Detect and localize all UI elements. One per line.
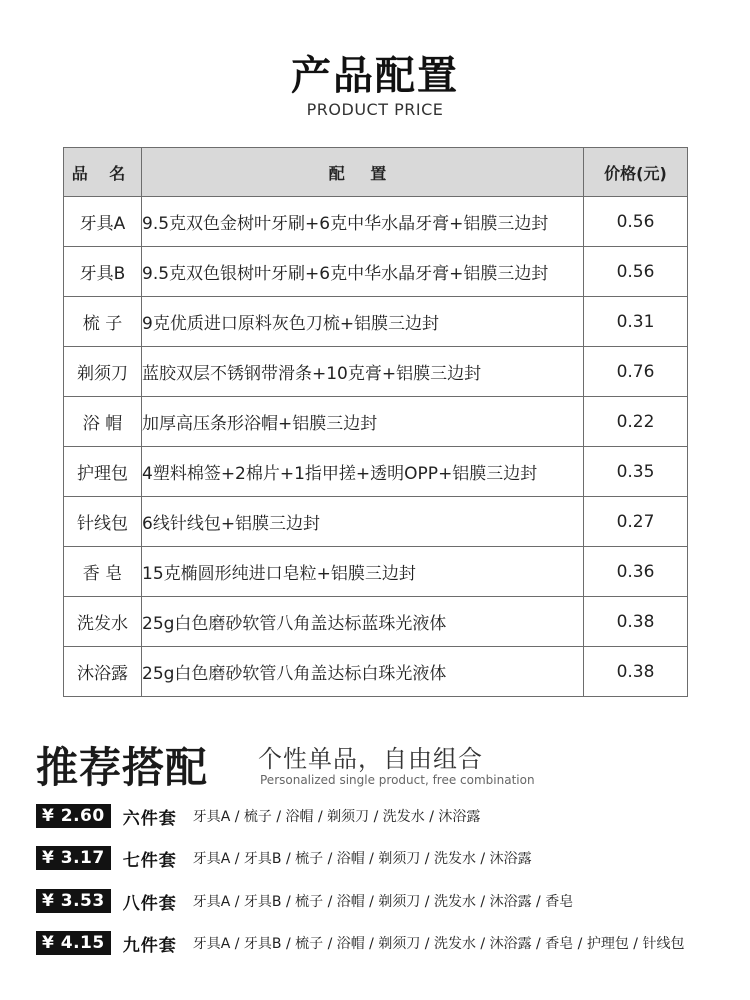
page-subtitle: PRODUCT PRICE (306, 100, 444, 119)
row-name: 梳 子 (64, 297, 142, 347)
row-price: 0.56 (584, 247, 688, 297)
package-item (36, 887, 573, 915)
header-config: 配 置 (142, 148, 584, 197)
table-row (64, 497, 688, 547)
header-name: 品 名 (64, 148, 142, 197)
row-price: 0.76 (584, 347, 688, 397)
row-price: 0.27 (584, 497, 688, 547)
row-price: 0.38 (584, 597, 688, 647)
table-row (64, 647, 688, 697)
package-name: 六件套 (122, 808, 177, 829)
package-items: 牙具A / 牙具B / 梳子 / 浴帽 / 剃须刀 / 洗发水 / 沐浴露 / 香皂 (192, 894, 574, 910)
row-config: 9克优质进口原料灰色刀梳+铝膜三边封 (142, 297, 584, 347)
table-row (64, 397, 688, 447)
table-row (64, 297, 688, 347)
package-items: 牙具A / 牙具B / 梳子 / 浴帽 / 剃须刀 / 洗发水 / 沐浴露 / 香皂 / 护理包 / 针线包 (192, 936, 685, 952)
package-item (36, 929, 684, 957)
recommend-slogan: 个性单品，自由组合 (258, 745, 483, 773)
product-config-table (63, 147, 688, 697)
package-items: 牙具A / 梳子 / 浴帽 / 剃须刀 / 洗发水 / 沐浴露 (192, 809, 481, 825)
table-row (64, 547, 688, 597)
table-row (64, 247, 688, 297)
package-item (36, 802, 480, 830)
table-row (64, 597, 688, 647)
package-items: 牙具A / 牙具B / 梳子 / 浴帽 / 剃须刀 / 洗发水 / 沐浴露 (192, 851, 532, 867)
row-name: 针线包 (64, 497, 142, 547)
row-config: 9.5克双色金树叶牙刷+6克中华水晶牙膏+铝膜三边封 (142, 197, 584, 247)
package-price-badge: ¥ 3.53 (36, 889, 111, 913)
recommend-slogan-en: Personalized single product, free combination (260, 773, 535, 787)
row-name: 沐浴露 (64, 647, 142, 697)
package-item (36, 844, 532, 872)
row-price: 0.56 (584, 197, 688, 247)
row-name: 洗发水 (64, 597, 142, 647)
package-price-badge: ¥ 4.15 (36, 931, 111, 955)
package-name: 八件套 (122, 893, 177, 914)
row-price: 0.35 (584, 447, 688, 497)
package-name: 九件套 (122, 935, 177, 956)
row-price: 0.22 (584, 397, 688, 447)
row-config: 25g白色磨砂软管八角盖达标蓝珠光液体 (142, 597, 584, 647)
row-name: 浴 帽 (64, 397, 142, 447)
package-price-badge: ¥ 2.60 (36, 804, 111, 828)
row-price: 0.38 (584, 647, 688, 697)
package-price-badge: ¥ 3.17 (36, 846, 111, 870)
row-name: 护理包 (64, 447, 142, 497)
row-name: 剃须刀 (64, 347, 142, 397)
recommend-title: 推荐搭配 (36, 743, 209, 792)
row-config: 15克椭圆形纯进口皂粒+铝膜三边封 (142, 547, 584, 597)
header-price: 价格(元) (584, 148, 688, 197)
table-row (64, 197, 688, 247)
row-config: 蓝胶双层不锈钢带滑条+10克膏+铝膜三边封 (142, 347, 584, 397)
page-title: 产品配置 (291, 52, 459, 99)
table-row (64, 347, 688, 397)
table-row (64, 447, 688, 497)
table-header-row (64, 148, 688, 197)
row-name: 牙具B (64, 247, 142, 297)
package-name: 七件套 (122, 850, 177, 871)
row-price: 0.31 (584, 297, 688, 347)
row-name: 牙具A (64, 197, 142, 247)
row-config: 25g白色磨砂软管八角盖达标白珠光液体 (142, 647, 584, 697)
row-config: 加厚高压条形浴帽+铝膜三边封 (142, 397, 584, 447)
row-config: 6线针线包+铝膜三边封 (142, 497, 584, 547)
row-config: 4塑料棉签+2棉片+1指甲搓+透明OPP+铝膜三边封 (142, 447, 584, 497)
row-name: 香 皂 (64, 547, 142, 597)
row-config: 9.5克双色银树叶牙刷+6克中华水晶牙膏+铝膜三边封 (142, 247, 584, 297)
row-price: 0.36 (584, 547, 688, 597)
